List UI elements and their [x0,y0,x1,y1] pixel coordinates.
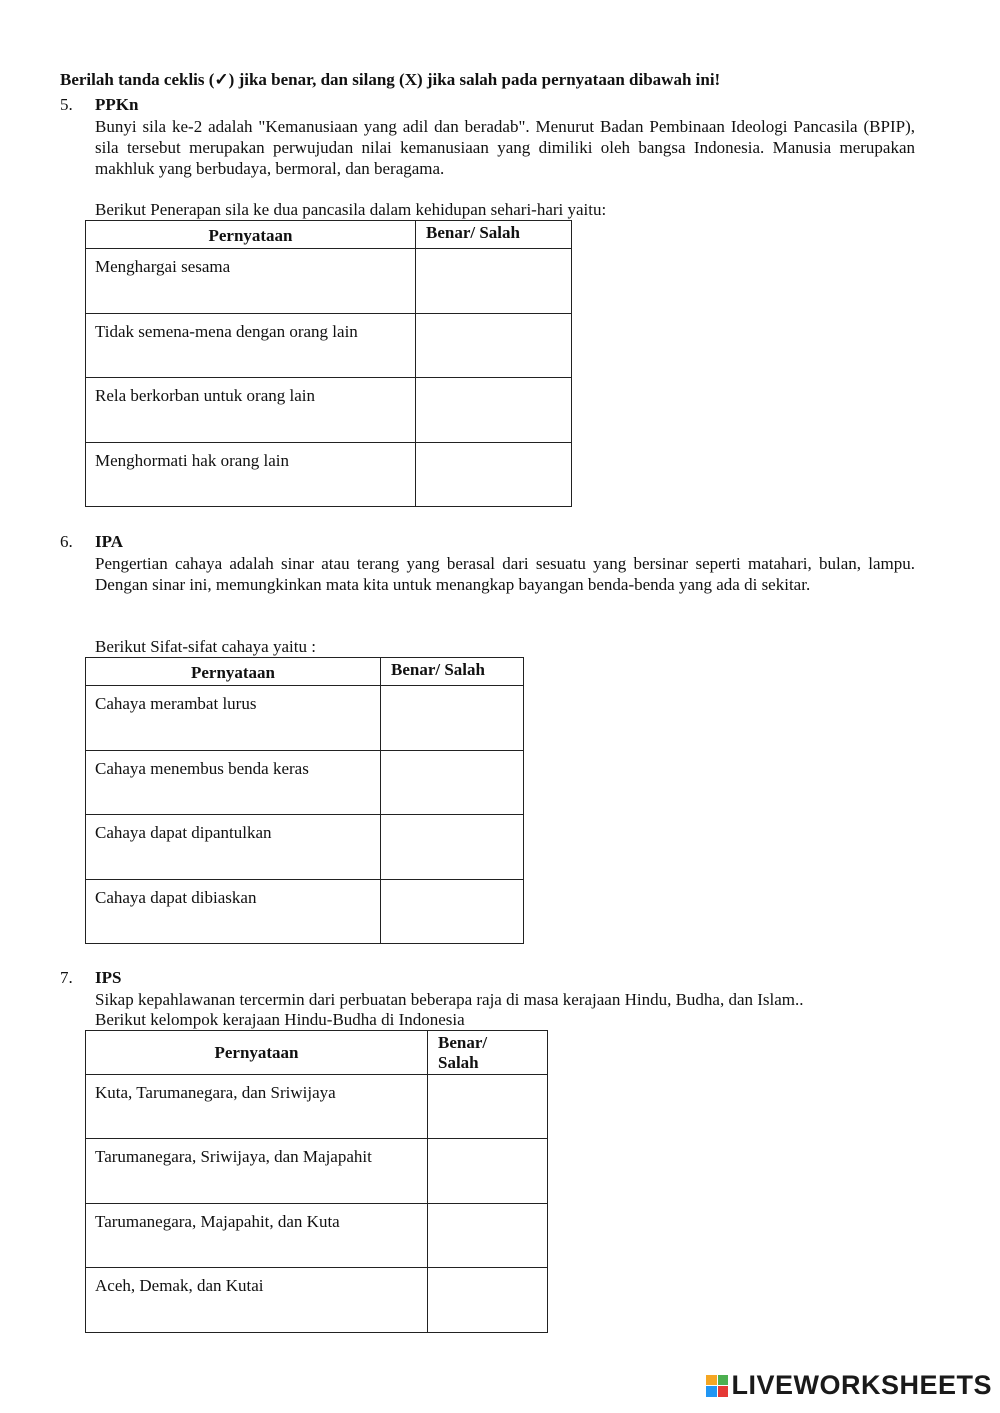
answer-cell[interactable] [416,249,572,314]
answer-cell[interactable] [381,815,524,880]
question-6-table [85,657,524,944]
table-header-row [86,1031,548,1075]
statement-cell: Rela berkorban untuk orang lain [86,378,416,443]
question-5-title: PPKn [95,95,139,114]
statement-cell: Menghargai sesama [86,249,416,314]
question-6-table-intro: Berikut Sifat-sifat cahaya yaitu : [95,637,316,656]
question-7-paragraph: Sikap kepahlawanan tercermin dari perbuatan beberapa raja di masa kerajaan Hindu, Budha, dan Islam.. [95,990,804,1009]
instruction-text: Berilah tanda ceklis (✓) jika benar, dan silang (X) jika salah pada pernyataan dibawah ini! [60,70,721,89]
header-statement: Pernyataan [86,221,416,249]
statement-cell: Tarumanegara, Majapahit, dan Kuta [86,1204,428,1268]
header-answer-line1: Benar/ [438,1033,488,1052]
question-6-paragraph: Pengertian cahaya adalah sinar atau terang yang berasal dari sesuatu yang bersinar seperti matahari, bulan, lampu. Dengan sinar ini, memungkinkan mata kita untuk menangkap bayangan benda-benda yang ada di sekitar. [95,554,915,594]
answer-cell[interactable] [381,751,524,815]
table-row [86,443,572,507]
logo-square-2 [718,1375,729,1386]
question-7-title: IPS [95,968,122,987]
table-header-row [86,221,572,249]
table-header-row [86,658,524,686]
header-answer: Benar/ Salah [381,658,524,686]
question-5-table [85,220,572,507]
header-statement: Pernyataan [86,1031,428,1075]
statement-cell: Tidak semena-mena dengan orang lain [86,314,416,378]
answer-cell[interactable] [428,1075,548,1139]
answer-cell[interactable] [416,314,572,378]
answer-cell[interactable] [428,1139,548,1204]
header-answer: Benar/ Salah [416,221,572,249]
table-row [86,1204,548,1268]
table-row [86,249,572,314]
liveworksheets-brand-text: LIVEWORKSHEETS [731,1370,992,1400]
question-5-number: 5. [60,95,73,114]
statement-cell: Cahaya menembus benda keras [86,751,381,815]
question-6-number: 6. [60,532,73,551]
table-row [86,815,524,880]
table-row [86,751,524,815]
liveworksheets-logo[interactable] [706,1370,992,1401]
table-row [86,1268,548,1333]
question-5-table-intro: Berikut Penerapan sila ke dua pancasila dalam kehidupan sehari-hari yaitu: [95,200,607,219]
statement-cell: Tarumanegara, Sriwijaya, dan Majapahit [86,1139,428,1204]
statement-cell: Aceh, Demak, dan Kutai [86,1268,428,1333]
header-answer [428,1031,548,1075]
question-7-table-intro: Berikut kelompok kerajaan Hindu-Budha di Indonesia [95,1010,465,1029]
answer-cell[interactable] [381,686,524,751]
statement-cell: Cahaya merambat lurus [86,686,381,751]
table-row [86,686,524,751]
question-7-number: 7. [60,968,73,987]
logo-square-4 [718,1386,729,1397]
answer-cell[interactable] [416,378,572,443]
table-row [86,378,572,443]
header-statement: Pernyataan [86,658,381,686]
table-row [86,1075,548,1139]
table-row [86,880,524,944]
question-7-table [85,1030,548,1333]
logo-square-1 [706,1375,717,1386]
answer-cell[interactable] [428,1268,548,1333]
liveworksheets-logo-icon [706,1375,728,1397]
question-6-title: IPA [95,532,124,551]
table-row [86,314,572,378]
question-5-paragraph: Bunyi sila ke-2 adalah "Kemanusiaan yang adil dan beradab". Menurut Badan Pembinaan Ideologi Pancasila (BPIP), sila tersebut merupakan perwujudan nilai kemanusiaan yang dimiliki oleh bangsa Indonesia. Manusia merupakan makhluk yang berbudaya, bermoral, dan beragama. [95,117,915,178]
header-answer-line2: Salah [438,1053,479,1072]
statement-cell: Cahaya dapat dipantulkan [86,815,381,880]
logo-square-3 [706,1386,717,1397]
answer-cell[interactable] [428,1204,548,1268]
answer-cell[interactable] [381,880,524,944]
answer-cell[interactable] [416,443,572,507]
statement-cell: Menghormati hak orang lain [86,443,416,507]
table-row [86,1139,548,1204]
statement-cell: Kuta, Tarumanegara, dan Sriwijaya [86,1075,428,1139]
statement-cell: Cahaya dapat dibiaskan [86,880,381,944]
